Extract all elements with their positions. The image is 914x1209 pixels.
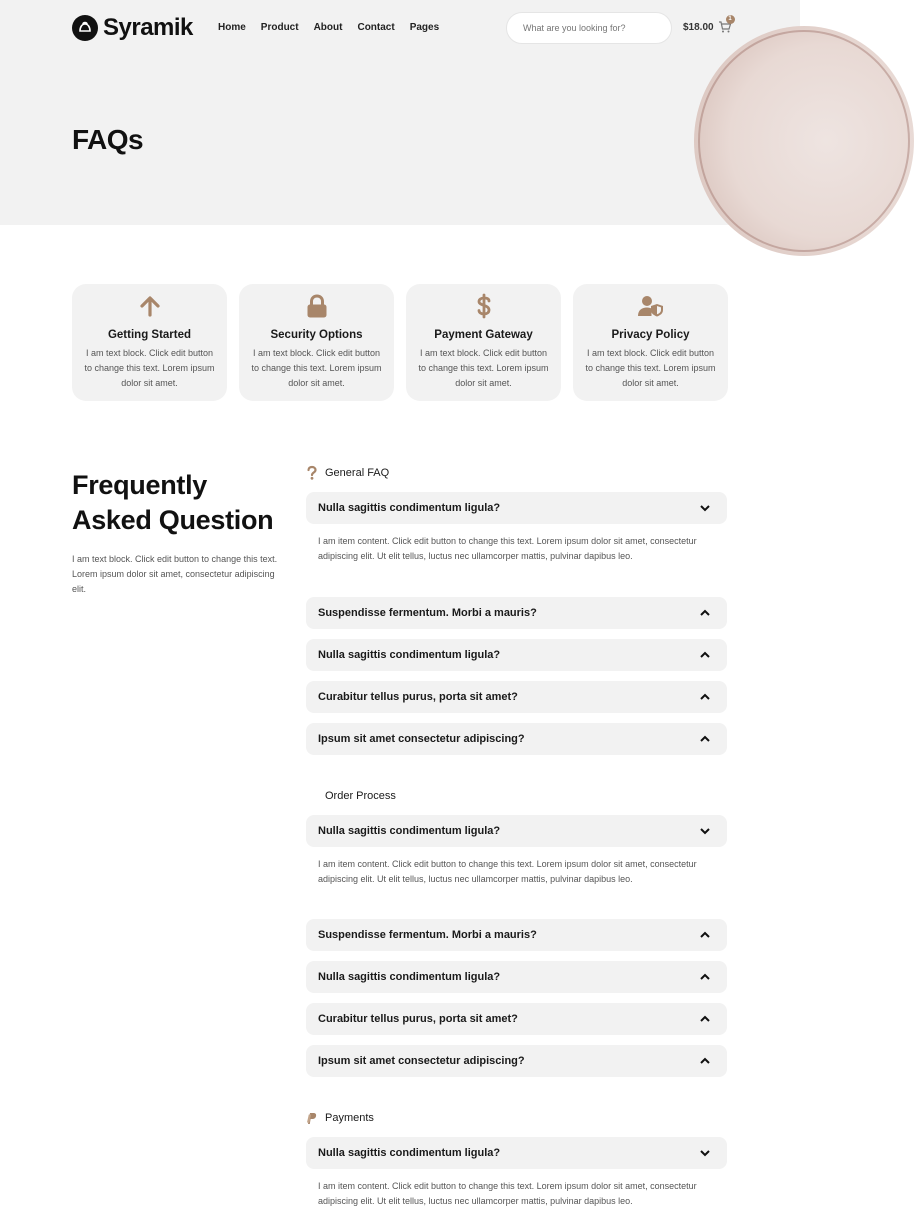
accordion-item[interactable]: [306, 815, 727, 847]
accordion-question: Nulla sagittis condimentum ligula?: [318, 649, 501, 661]
accordion-item[interactable]: [306, 1045, 727, 1077]
accordion-question: Curabitur tellus purus, porta sit amet?: [318, 691, 518, 703]
accordion-item[interactable]: [306, 1137, 727, 1169]
faq-intro-text: I am text block. Click edit button to change this text. Lorem ipsum dolor sit amet, consectetur adipiscing elit.: [72, 554, 278, 594]
accordion-answer: I am item content. Click edit button to change this text. Lorem ipsum dolor sit amet, consectetur adipiscing elit. Ut elit tellus, luctus nec ullamcorper mattis, pulvinar dapibus leo.: [318, 1181, 697, 1206]
chevron-up-icon: [699, 929, 711, 941]
accordion-question: Nulla sagittis condimentum ligula?: [318, 1147, 501, 1159]
question-icon: [306, 466, 317, 480]
chevron-down-icon: [699, 1147, 711, 1159]
nav-product[interactable]: Product: [260, 22, 299, 33]
accordion-answer: I am item content. Click edit button to change this text. Lorem ipsum dolor sit amet, consectetur adipiscing elit. Ut elit tellus, luctus nec ullamcorper mattis, pulvinar dapibus leo.: [318, 859, 697, 884]
chevron-up-icon: [699, 971, 711, 983]
lock-icon: [239, 294, 394, 318]
dollar-icon: [406, 294, 561, 318]
accordion-answer: I am item content. Click edit button to change this text. Lorem ipsum dolor sit amet, consectetur adipiscing elit. Ut elit tellus, luctus nec ullamcorper mattis, pulvinar dapibus leo.: [318, 536, 697, 561]
feature-text: I am text block. Click edit button to change this text. Lorem ipsum dolor sit amet.: [84, 348, 215, 388]
accordion-question: Nulla sagittis condimentum ligula?: [318, 971, 501, 983]
feature-text: I am text block. Click edit button to change this text. Lorem ipsum dolor sit amet.: [251, 348, 382, 388]
accordion-item[interactable]: [306, 492, 727, 524]
feature-card-privacy[interactable]: [573, 284, 728, 401]
site-header: [0, 0, 800, 56]
chevron-up-icon: [699, 1055, 711, 1067]
group-title-label: General FAQ: [325, 467, 390, 479]
group-title-label: Order Process: [325, 790, 396, 802]
accordion-question: Curabitur tellus purus, porta sit amet?: [318, 1013, 518, 1025]
chevron-up-icon: [699, 649, 711, 661]
paypal-icon: [306, 1111, 317, 1125]
plate-rim: [698, 30, 910, 252]
nav-about[interactable]: About: [313, 22, 343, 33]
chevron-down-icon: [699, 825, 711, 837]
accordion-item[interactable]: [306, 961, 727, 993]
nav-contact[interactable]: Contact: [357, 22, 395, 33]
group-title-label: Payments: [325, 1112, 374, 1124]
chevron-down-icon: [699, 502, 711, 514]
feature-card-payment[interactable]: [406, 284, 561, 401]
chevron-up-icon: [699, 1013, 711, 1025]
accordion-item[interactable]: [306, 919, 727, 951]
accordion-question: Suspendisse fermentum. Morbi a mauris?: [318, 929, 537, 941]
accordion-item[interactable]: [306, 639, 727, 671]
accordion-item[interactable]: [306, 681, 727, 713]
main-nav: [218, 21, 454, 35]
feature-title: Payment Gateway: [434, 329, 533, 341]
chevron-up-icon: [699, 691, 711, 703]
faq-heading: Frequently Asked Question: [72, 470, 274, 535]
cart-icon: [718, 16, 732, 34]
accordion-item[interactable]: [306, 1003, 727, 1035]
group-title-order: [306, 789, 396, 803]
brand-name: Syramik: [103, 14, 193, 41]
accordion-item[interactable]: [306, 597, 727, 629]
arrow-up-icon: [72, 294, 227, 318]
group-title-payments: [306, 1111, 374, 1125]
cart-count-badge: 1: [726, 15, 735, 24]
nav-home[interactable]: Home: [218, 22, 246, 33]
accordion-question: Nulla sagittis condimentum ligula?: [318, 825, 501, 837]
chevron-up-icon: [699, 733, 711, 745]
nav-pages[interactable]: Pages: [409, 22, 440, 33]
logo[interactable]: [72, 14, 193, 42]
accordion-question: Suspendisse fermentum. Morbi a mauris?: [318, 607, 537, 619]
search-input[interactable]: [507, 13, 671, 43]
user-shield-icon: [573, 294, 728, 318]
blank-icon: [306, 789, 317, 803]
page-hero: [0, 56, 800, 225]
feature-text: I am text block. Click edit button to change this text. Lorem ipsum dolor sit amet.: [418, 348, 549, 388]
feature-card-security[interactable]: [239, 284, 394, 401]
feature-card-getting-started[interactable]: [72, 284, 227, 401]
feature-cards: [72, 284, 728, 401]
search-box: [506, 12, 672, 44]
chevron-up-icon: [699, 607, 711, 619]
cart-button[interactable]: [683, 16, 732, 34]
accordion-question: Ipsum sit amet consectetur adipiscing?: [318, 733, 525, 745]
feature-title: Security Options: [270, 329, 363, 341]
cart-price: $18.00: [683, 21, 714, 33]
page-title: FAQs: [72, 124, 144, 155]
feature-title: Privacy Policy: [611, 329, 690, 341]
feature-text: I am text block. Click edit button to change this text. Lorem ipsum dolor sit amet.: [585, 348, 716, 388]
accordion-question: Ipsum sit amet consectetur adipiscing?: [318, 1055, 525, 1067]
group-title-general: [306, 466, 389, 480]
accordion-item[interactable]: [306, 723, 727, 755]
logo-icon: [72, 15, 98, 41]
accordion-question: Nulla sagittis condimentum ligula?: [318, 502, 501, 514]
feature-title: Getting Started: [107, 329, 192, 341]
